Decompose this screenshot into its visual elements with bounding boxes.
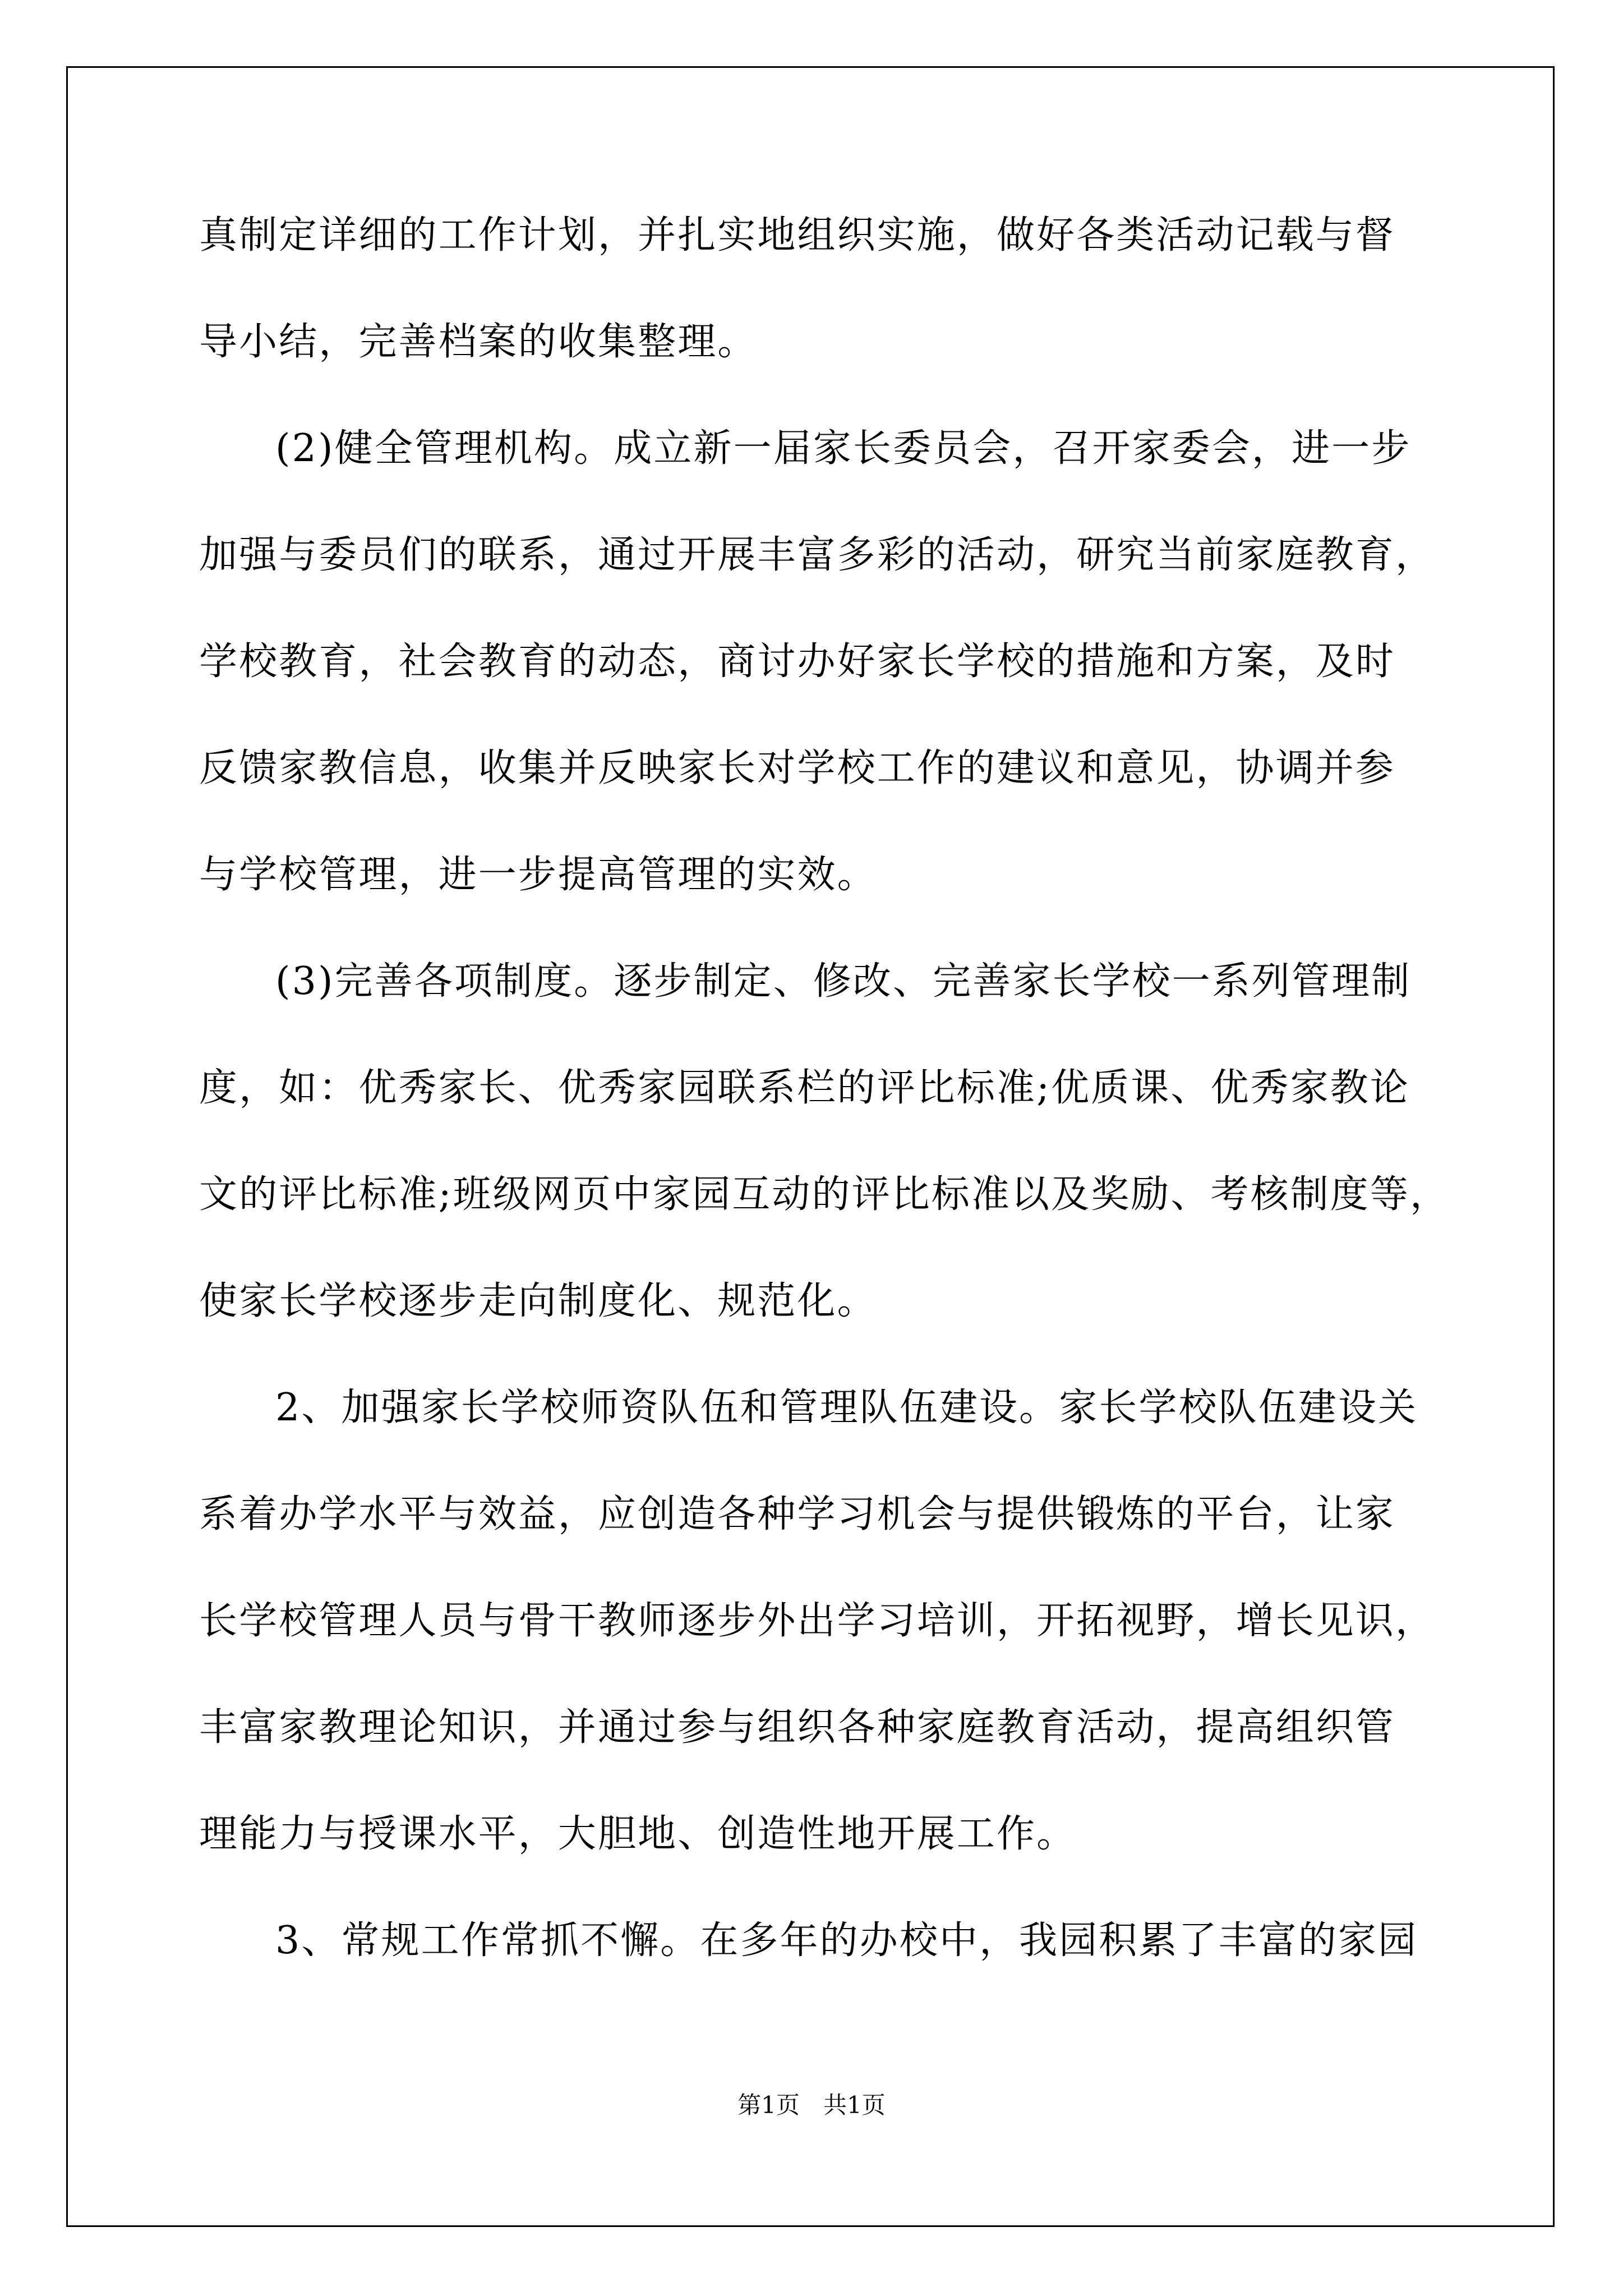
text-line: 与学校管理，进一步提高管理的实效。 — [199, 853, 877, 897]
text-line: 学校教育，社会教育的动态，商讨办好家长学校的措施和方案，及时 — [199, 639, 1396, 684]
text-line: 反馈家教信息，收集并反映家长对学校工作的建议和意见，协调并参 — [199, 746, 1396, 790]
text-line: 导小结，完善档案的收集整理。 — [199, 320, 758, 364]
paragraph-rules-systems — [199, 954, 1489, 1380]
text-line: 加强与委员们的联系，通过开展丰富多彩的活动，研究当前家庭教育， — [199, 533, 1436, 577]
text-line: (2)健全管理机构。成立新一届家长委员会，召开家委会，进一步 — [275, 426, 1412, 471]
text-line: 真制定详细的工作计划，并扎实地组织实施，做好各类活动记载与督 — [199, 213, 1396, 257]
text-line: (3)完善各项制度。逐步制定、修改、完善家长学校一系列管理制 — [275, 959, 1412, 1004]
text-line: 度，如：优秀家长、优秀家园联系栏的评比标准;优质课、优秀家教论 — [199, 1066, 1410, 1110]
text-line: 丰富家教理论知识，并通过参与组织各种家庭教育活动，提高组织管 — [199, 1705, 1396, 1750]
text-line: 文的评比标准;班级网页中家园互动的评比标准以及奖励、考核制度等， — [199, 1172, 1450, 1217]
page-number-footer: 第1页 共1页 — [737, 2091, 886, 2119]
text-line: 2、加强家长学校师资队伍和管理队伍建设。家长学校队伍建设关 — [275, 1386, 1418, 1430]
paragraph-management-bodies — [199, 421, 1489, 954]
text-line: 长学校管理人员与骨干教师逐步外出学习培训，开拓视野，增长见识， — [199, 1599, 1436, 1643]
text-line: 3、常规工作常抓不懈。在多年的办校中，我园积累了丰富的家园 — [275, 1918, 1418, 1963]
document-body — [199, 208, 1489, 2019]
text-line: 使家长学校逐步走向制度化、规范化。 — [199, 1279, 877, 1323]
paragraph-item-2 — [199, 1380, 1489, 1913]
text-line: 理能力与授课水平，大胆地、创造性地开展工作。 — [199, 1812, 1077, 1856]
paragraph-continued — [199, 208, 1489, 421]
paragraph-item-3 — [199, 1913, 1489, 2019]
text-line: 系着办学水平与效益，应创造各种学习机会与提供锻炼的平台，让家 — [199, 1492, 1396, 1536]
